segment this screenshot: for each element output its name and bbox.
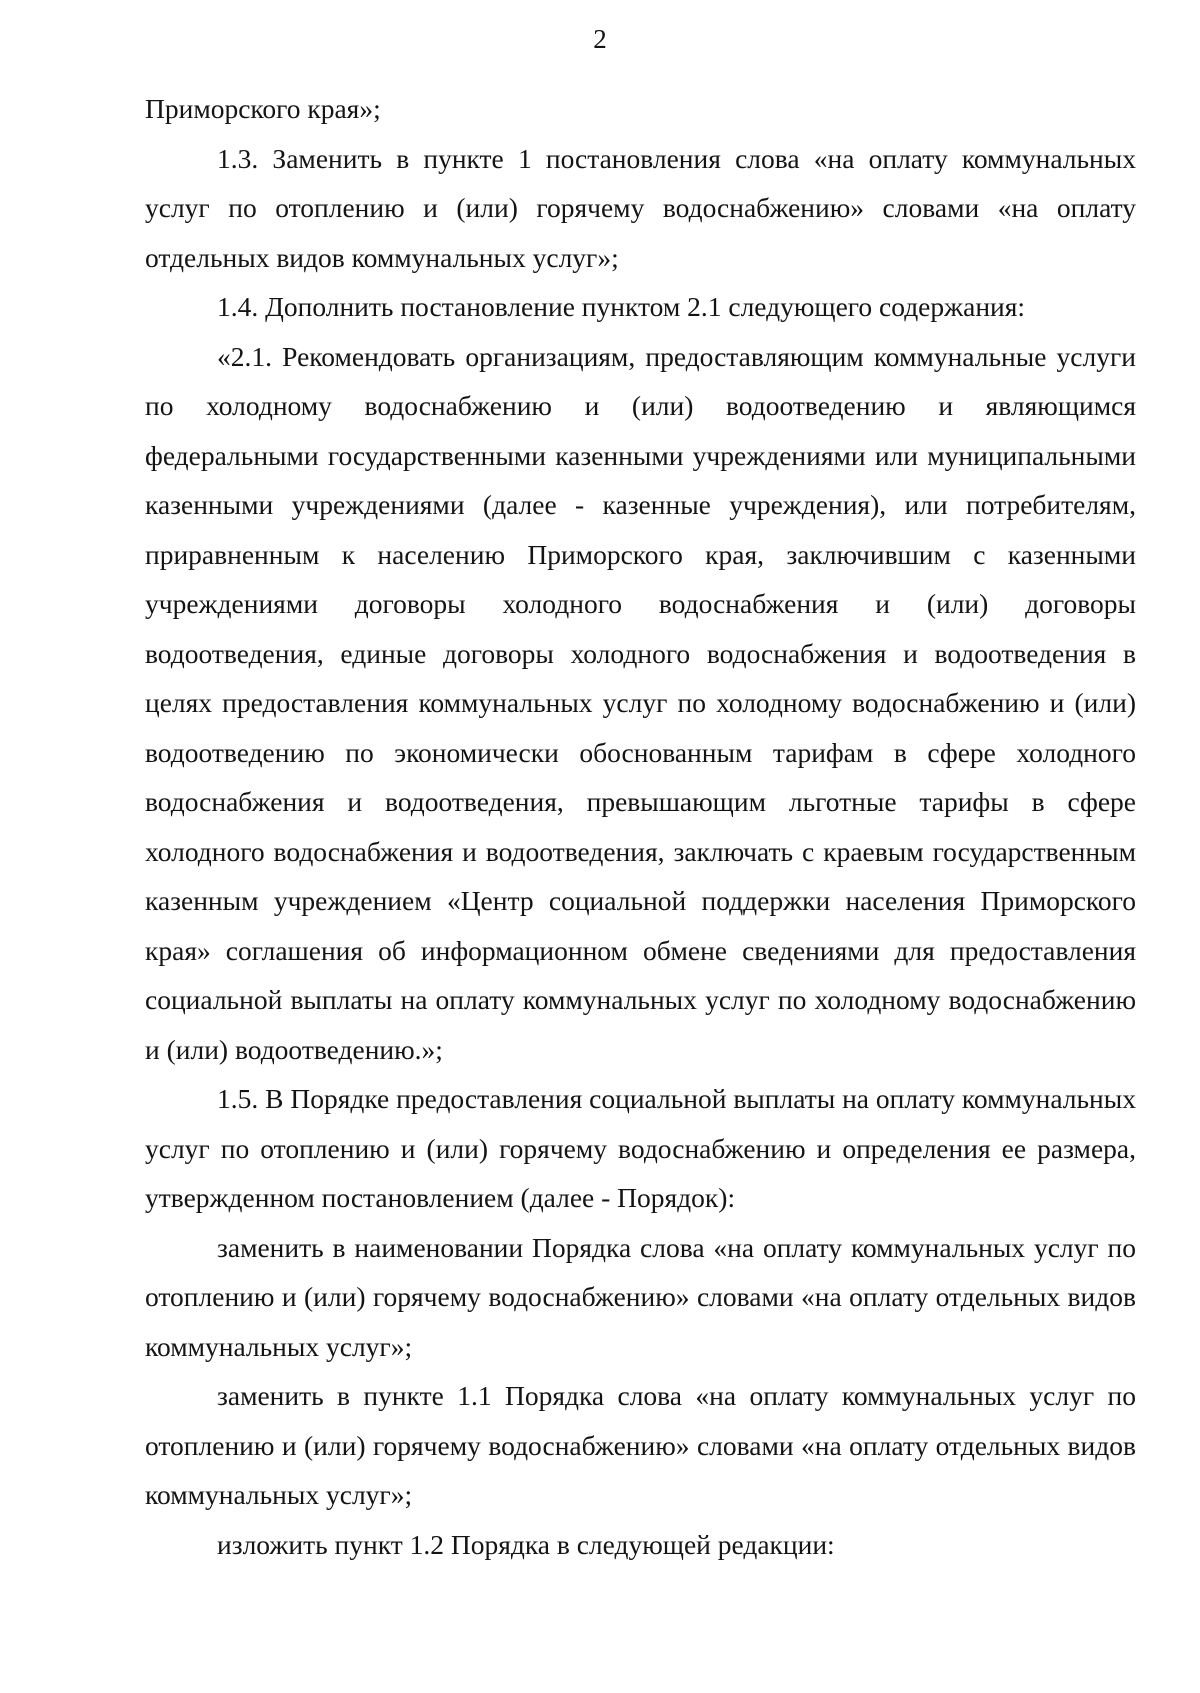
document-body [145,84,1136,1569]
paragraph-item-1-4: 1.4. Дополнить постановление пунктом 2.1 следующего содержания: [217,291,1026,322]
paragraph-continuation: Приморского края»; [145,93,381,124]
paragraph-restate-1-2: изложить пункт 1.2 Порядка в следующей редакции: [217,1528,835,1560]
paragraph-replace-1-1: заменить в пункте 1.1 Порядка слова «на оплату коммунальных услуг по отоплению и (или) горячему водоснабжению» словами «на оплату отдельных видов коммунальных услуг»; [145,1380,1136,1510]
paragraph-item-1-5: 1.5. В Порядке предоставления социальной выплаты на оплату коммунальных услуг по отоплению и (или) горячему водоснабжению и определения ее размера, утвержденном постановлением (далее - Порядок): [145,1083,1136,1213]
page-number: 2 [593,24,607,54]
paragraph-item-1-3: 1.3. Заменить в пункте 1 постановления слова «на оплату коммунальных услуг по отоплению и (или) горячему водоснабжению» словами «на оплату отдельных видов коммунальных услуг»; [145,142,1136,273]
paragraph-replace-title: заменить в наименовании Порядка слова «на оплату коммунальных услуг по отоплению и (или) горячему водоснабжению» словами «на оплату отдельных видов коммунальных услуг»; [145,1231,1136,1362]
paragraph-item-2-1: «2.1. Рекомендовать организациям, предоставляющим коммунальные услуги по холодному водоснабжению и (или) водоотведению и являющимся федеральными государственными казенными учреждениями или муниципальными казенными учреждениями (далее - казенные учреждения), или потребителям, приравненным к населению Приморского края, заключившим с казенными учреждениями договоры холодного водоснабжения и (или) договоры водоотведения, единые договоры холодного водоснабжения и водоотведения в целях предоставления коммунальных услуг по холодному водоснабжению и (или) водоотведению по экономически обоснованным тарифам в сфере холодного водоснабжения и водоотведения, превышающим льготные тарифы в сфере холодного водоснабжения и водоотведения, заключать с краевым государственным казенным учреждением «Центр социальной поддержки населения Приморского края» соглашения об информационном обмене сведениями для предоставления социальной выплаты на оплату коммунальных услуг по холодному водоснабжению и (или) водоотведению.»; [145,340,1136,1065]
